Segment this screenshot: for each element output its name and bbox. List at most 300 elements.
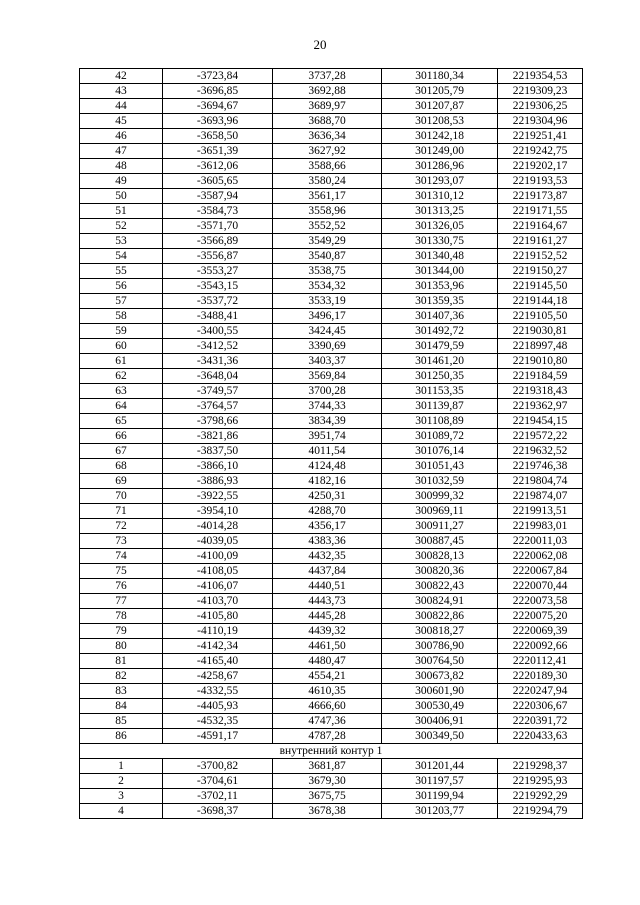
y-coordinate-cell: 2219983,01	[498, 519, 583, 534]
x-coordinate-cell: 301208,53	[382, 114, 498, 129]
y-offset-cell: 4666,60	[273, 699, 382, 714]
y-coordinate-cell: 2219202,17	[498, 159, 583, 174]
y-offset-cell: 3636,34	[273, 129, 382, 144]
y-offset-cell: 3538,75	[273, 264, 382, 279]
y-offset-cell: 4554,21	[273, 669, 382, 684]
point-number-cell: 72	[80, 519, 163, 534]
table-row	[80, 489, 583, 504]
y-coordinate-cell: 2220069,39	[498, 624, 583, 639]
x-coordinate-cell: 301344,00	[382, 264, 498, 279]
table-row	[80, 249, 583, 264]
x-coordinate-cell: 301461,20	[382, 354, 498, 369]
y-offset-cell: 4383,36	[273, 534, 382, 549]
x-coordinate-cell: 301032,59	[382, 474, 498, 489]
table-row	[80, 189, 583, 204]
x-coordinate-cell: 301286,96	[382, 159, 498, 174]
y-coordinate-cell: 2219804,74	[498, 474, 583, 489]
table-row	[80, 534, 583, 549]
x-offset-cell: -3488,41	[163, 309, 273, 324]
table-row	[80, 594, 583, 609]
table-row	[80, 399, 583, 414]
point-number-cell: 77	[80, 594, 163, 609]
table-row	[80, 204, 583, 219]
section-label: внутренний контур 1	[80, 744, 583, 759]
x-offset-cell: -3431,36	[163, 354, 273, 369]
x-offset-cell: -4258,67	[163, 669, 273, 684]
x-coordinate-cell: 301201,44	[382, 759, 498, 774]
point-number-cell: 70	[80, 489, 163, 504]
y-coordinate-cell: 2219161,27	[498, 234, 583, 249]
point-number-cell: 4	[80, 804, 163, 819]
point-number-cell: 48	[80, 159, 163, 174]
table-row	[80, 654, 583, 669]
table-row	[80, 669, 583, 684]
x-offset-cell: -3587,94	[163, 189, 273, 204]
x-coordinate-cell: 300911,27	[382, 519, 498, 534]
y-offset-cell: 3580,24	[273, 174, 382, 189]
y-offset-cell: 4437,84	[273, 564, 382, 579]
x-coordinate-cell: 300406,91	[382, 714, 498, 729]
y-coordinate-cell: 2219294,79	[498, 804, 583, 819]
y-offset-cell: 4747,36	[273, 714, 382, 729]
x-offset-cell: -3693,96	[163, 114, 273, 129]
x-coordinate-cell: 301076,14	[382, 444, 498, 459]
point-number-cell: 79	[80, 624, 163, 639]
point-number-cell: 65	[80, 414, 163, 429]
x-offset-cell: -3764,57	[163, 399, 273, 414]
y-offset-cell: 3540,87	[273, 249, 382, 264]
y-coordinate-cell: 2219030,81	[498, 324, 583, 339]
section-header-body	[80, 744, 583, 759]
x-offset-cell: -4039,05	[163, 534, 273, 549]
x-offset-cell: -3922,55	[163, 489, 273, 504]
table-row	[80, 69, 583, 84]
coordinates-table	[79, 68, 583, 819]
x-offset-cell: -3412,52	[163, 339, 273, 354]
y-offset-cell: 3549,29	[273, 234, 382, 249]
x-offset-cell: -4014,28	[163, 519, 273, 534]
x-coordinate-cell: 301205,79	[382, 84, 498, 99]
y-offset-cell: 3569,84	[273, 369, 382, 384]
y-offset-cell: 3496,17	[273, 309, 382, 324]
point-number-cell: 85	[80, 714, 163, 729]
table-row	[80, 579, 583, 594]
y-coordinate-cell: 2219242,75	[498, 144, 583, 159]
y-offset-cell: 3533,19	[273, 294, 382, 309]
y-coordinate-cell: 2219152,52	[498, 249, 583, 264]
x-coordinate-cell: 300828,13	[382, 549, 498, 564]
x-coordinate-cell: 301139,87	[382, 399, 498, 414]
x-coordinate-cell: 301207,87	[382, 99, 498, 114]
y-offset-cell: 3679,30	[273, 774, 382, 789]
y-offset-cell: 3834,39	[273, 414, 382, 429]
point-number-cell: 84	[80, 699, 163, 714]
table-row	[80, 699, 583, 714]
x-coordinate-cell: 300818,27	[382, 624, 498, 639]
x-coordinate-cell: 300824,91	[382, 594, 498, 609]
x-coordinate-cell: 300999,32	[382, 489, 498, 504]
y-offset-cell: 3588,66	[273, 159, 382, 174]
y-coordinate-cell: 2220247,94	[498, 684, 583, 699]
x-coordinate-cell: 301249,00	[382, 144, 498, 159]
table-row	[80, 129, 583, 144]
x-offset-cell: -3584,73	[163, 204, 273, 219]
x-coordinate-cell: 300349,50	[382, 729, 498, 744]
x-offset-cell: -4332,55	[163, 684, 273, 699]
x-coordinate-cell: 301242,18	[382, 129, 498, 144]
x-offset-cell: -4405,93	[163, 699, 273, 714]
table-row	[80, 99, 583, 114]
x-coordinate-cell: 300820,36	[382, 564, 498, 579]
point-number-cell: 51	[80, 204, 163, 219]
y-offset-cell: 4124,48	[273, 459, 382, 474]
y-offset-cell: 3737,28	[273, 69, 382, 84]
y-coordinate-cell: 2220391,72	[498, 714, 583, 729]
table-row	[80, 609, 583, 624]
table-row	[80, 219, 583, 234]
y-coordinate-cell: 2219572,22	[498, 429, 583, 444]
point-number-cell: 69	[80, 474, 163, 489]
x-offset-cell: -3886,93	[163, 474, 273, 489]
table-row	[80, 174, 583, 189]
y-offset-cell: 4443,73	[273, 594, 382, 609]
x-coordinate-cell: 301051,43	[382, 459, 498, 474]
inner-contour-rows	[80, 759, 583, 819]
y-offset-cell: 3744,33	[273, 399, 382, 414]
x-coordinate-cell: 301250,35	[382, 369, 498, 384]
table-row	[80, 264, 583, 279]
x-offset-cell: -3704,61	[163, 774, 273, 789]
y-coordinate-cell: 2219150,27	[498, 264, 583, 279]
table-row	[80, 504, 583, 519]
y-coordinate-cell: 2219454,15	[498, 414, 583, 429]
x-offset-cell: -4532,35	[163, 714, 273, 729]
point-number-cell: 55	[80, 264, 163, 279]
y-coordinate-cell: 2219304,96	[498, 114, 583, 129]
point-number-cell: 63	[80, 384, 163, 399]
table-row	[80, 444, 583, 459]
x-offset-cell: -3837,50	[163, 444, 273, 459]
point-number-cell: 53	[80, 234, 163, 249]
x-offset-cell: -4100,09	[163, 549, 273, 564]
x-offset-cell: -3537,72	[163, 294, 273, 309]
x-offset-cell: -3866,10	[163, 459, 273, 474]
x-coordinate-cell: 300786,90	[382, 639, 498, 654]
point-number-cell: 62	[80, 369, 163, 384]
x-offset-cell: -3543,15	[163, 279, 273, 294]
y-coordinate-cell: 2220075,20	[498, 609, 583, 624]
table-row	[80, 729, 583, 744]
table-row	[80, 354, 583, 369]
point-number-cell: 57	[80, 294, 163, 309]
x-coordinate-cell: 301353,96	[382, 279, 498, 294]
point-number-cell: 46	[80, 129, 163, 144]
y-offset-cell: 3403,37	[273, 354, 382, 369]
y-offset-cell: 3951,74	[273, 429, 382, 444]
x-coordinate-cell: 301153,35	[382, 384, 498, 399]
point-number-cell: 54	[80, 249, 163, 264]
point-number-cell: 61	[80, 354, 163, 369]
y-offset-cell: 3627,92	[273, 144, 382, 159]
point-number-cell: 47	[80, 144, 163, 159]
y-coordinate-cell: 2219144,18	[498, 294, 583, 309]
x-coordinate-cell: 301197,57	[382, 774, 498, 789]
point-number-cell: 43	[80, 84, 163, 99]
x-coordinate-cell: 300969,11	[382, 504, 498, 519]
point-number-cell: 3	[80, 789, 163, 804]
outer-contour-rows	[80, 69, 583, 744]
y-offset-cell: 4432,35	[273, 549, 382, 564]
point-number-cell: 59	[80, 324, 163, 339]
x-offset-cell: -3612,06	[163, 159, 273, 174]
y-coordinate-cell: 2220433,63	[498, 729, 583, 744]
y-coordinate-cell: 2220062,08	[498, 549, 583, 564]
x-coordinate-cell: 301340,48	[382, 249, 498, 264]
y-coordinate-cell: 2219298,37	[498, 759, 583, 774]
point-number-cell: 44	[80, 99, 163, 114]
table-row	[80, 459, 583, 474]
x-offset-cell: -4106,07	[163, 579, 273, 594]
x-coordinate-cell: 300822,86	[382, 609, 498, 624]
point-number-cell: 42	[80, 69, 163, 84]
y-coordinate-cell: 2219309,23	[498, 84, 583, 99]
point-number-cell: 86	[80, 729, 163, 744]
x-offset-cell: -3571,70	[163, 219, 273, 234]
y-coordinate-cell: 2219746,38	[498, 459, 583, 474]
x-coordinate-cell: 301326,05	[382, 219, 498, 234]
y-coordinate-cell: 2219173,87	[498, 189, 583, 204]
point-number-cell: 2	[80, 774, 163, 789]
point-number-cell: 64	[80, 399, 163, 414]
x-offset-cell: -4103,70	[163, 594, 273, 609]
y-offset-cell: 3689,97	[273, 99, 382, 114]
table-row	[80, 159, 583, 174]
x-coordinate-cell: 301310,12	[382, 189, 498, 204]
x-offset-cell: -3553,27	[163, 264, 273, 279]
y-offset-cell: 3675,75	[273, 789, 382, 804]
y-offset-cell: 3552,52	[273, 219, 382, 234]
point-number-cell: 83	[80, 684, 163, 699]
point-number-cell: 1	[80, 759, 163, 774]
y-offset-cell: 3424,45	[273, 324, 382, 339]
table-row	[80, 279, 583, 294]
table-row	[80, 324, 583, 339]
point-number-cell: 56	[80, 279, 163, 294]
table-row	[80, 774, 583, 789]
x-offset-cell: -4165,40	[163, 654, 273, 669]
y-offset-cell: 3688,70	[273, 114, 382, 129]
table-row	[80, 429, 583, 444]
table-row	[80, 804, 583, 819]
x-offset-cell: -3798,66	[163, 414, 273, 429]
point-number-cell: 52	[80, 219, 163, 234]
x-offset-cell: -3723,84	[163, 69, 273, 84]
y-coordinate-cell: 2220112,41	[498, 654, 583, 669]
x-offset-cell: -4108,05	[163, 564, 273, 579]
y-coordinate-cell: 2219306,25	[498, 99, 583, 114]
y-coordinate-cell: 2220073,58	[498, 594, 583, 609]
y-offset-cell: 4610,35	[273, 684, 382, 699]
x-coordinate-cell: 301407,36	[382, 309, 498, 324]
table-row	[80, 384, 583, 399]
y-offset-cell: 3390,69	[273, 339, 382, 354]
x-offset-cell: -3694,67	[163, 99, 273, 114]
table-row	[80, 114, 583, 129]
table-row	[80, 519, 583, 534]
x-offset-cell: -3821,86	[163, 429, 273, 444]
y-offset-cell: 4445,28	[273, 609, 382, 624]
y-coordinate-cell: 2220092,66	[498, 639, 583, 654]
x-coordinate-cell: 301203,77	[382, 804, 498, 819]
point-number-cell: 50	[80, 189, 163, 204]
y-coordinate-cell: 2220070,44	[498, 579, 583, 594]
x-offset-cell: -3651,39	[163, 144, 273, 159]
y-coordinate-cell: 2219105,50	[498, 309, 583, 324]
y-offset-cell: 4480,47	[273, 654, 382, 669]
x-offset-cell: -3749,57	[163, 384, 273, 399]
x-offset-cell: -3556,87	[163, 249, 273, 264]
y-offset-cell: 4288,70	[273, 504, 382, 519]
y-coordinate-cell: 2219171,55	[498, 204, 583, 219]
y-coordinate-cell: 2219874,07	[498, 489, 583, 504]
y-offset-cell: 3558,96	[273, 204, 382, 219]
x-offset-cell: -3605,65	[163, 174, 273, 189]
x-coordinate-cell: 300887,45	[382, 534, 498, 549]
y-coordinate-cell: 2220189,30	[498, 669, 583, 684]
point-number-cell: 66	[80, 429, 163, 444]
y-coordinate-cell: 2218997,48	[498, 339, 583, 354]
x-offset-cell: -3698,37	[163, 804, 273, 819]
y-offset-cell: 4182,16	[273, 474, 382, 489]
table-row	[80, 234, 583, 249]
x-coordinate-cell: 301359,35	[382, 294, 498, 309]
x-coordinate-cell: 300601,90	[382, 684, 498, 699]
table-row	[80, 474, 583, 489]
x-offset-cell: -4110,19	[163, 624, 273, 639]
y-offset-cell: 4439,32	[273, 624, 382, 639]
x-offset-cell: -3700,82	[163, 759, 273, 774]
table-row	[80, 144, 583, 159]
x-offset-cell: -4591,17	[163, 729, 273, 744]
x-offset-cell: -3702,11	[163, 789, 273, 804]
y-offset-cell: 4440,51	[273, 579, 382, 594]
y-offset-cell: 3700,28	[273, 384, 382, 399]
x-offset-cell: -3658,50	[163, 129, 273, 144]
y-coordinate-cell: 2219362,97	[498, 399, 583, 414]
table-row	[80, 639, 583, 654]
point-number-cell: 73	[80, 534, 163, 549]
point-number-cell: 45	[80, 114, 163, 129]
point-number-cell: 49	[80, 174, 163, 189]
y-offset-cell: 4787,28	[273, 729, 382, 744]
x-offset-cell: -3400,55	[163, 324, 273, 339]
y-coordinate-cell: 2219193,53	[498, 174, 583, 189]
point-number-cell: 75	[80, 564, 163, 579]
table-row	[80, 369, 583, 384]
x-coordinate-cell: 301180,34	[382, 69, 498, 84]
table-row	[80, 624, 583, 639]
table-row	[80, 84, 583, 99]
point-number-cell: 81	[80, 654, 163, 669]
x-coordinate-cell: 300673,82	[382, 669, 498, 684]
y-coordinate-cell: 2220067,84	[498, 564, 583, 579]
y-offset-cell: 4011,54	[273, 444, 382, 459]
y-coordinate-cell: 2219010,80	[498, 354, 583, 369]
table-row	[80, 684, 583, 699]
y-coordinate-cell: 2219164,67	[498, 219, 583, 234]
y-coordinate-cell: 2219354,53	[498, 69, 583, 84]
point-number-cell: 60	[80, 339, 163, 354]
x-coordinate-cell: 301108,89	[382, 414, 498, 429]
table-row	[80, 414, 583, 429]
x-offset-cell: -3566,89	[163, 234, 273, 249]
point-number-cell: 80	[80, 639, 163, 654]
x-offset-cell: -4105,80	[163, 609, 273, 624]
y-coordinate-cell: 2219251,41	[498, 129, 583, 144]
x-coordinate-cell: 301492,72	[382, 324, 498, 339]
x-coordinate-cell: 300822,43	[382, 579, 498, 594]
x-offset-cell: -3648,04	[163, 369, 273, 384]
page-number: 20	[313, 37, 327, 52]
y-offset-cell: 3681,87	[273, 759, 382, 774]
y-coordinate-cell: 2219184,59	[498, 369, 583, 384]
point-number-cell: 74	[80, 549, 163, 564]
x-coordinate-cell: 301089,72	[382, 429, 498, 444]
x-coordinate-cell: 301313,25	[382, 204, 498, 219]
x-coordinate-cell: 301330,75	[382, 234, 498, 249]
point-number-cell: 76	[80, 579, 163, 594]
y-coordinate-cell: 2219632,52	[498, 444, 583, 459]
x-coordinate-cell: 301293,07	[382, 174, 498, 189]
y-coordinate-cell: 2219295,93	[498, 774, 583, 789]
y-coordinate-cell: 2220306,67	[498, 699, 583, 714]
y-coordinate-cell: 2219913,51	[498, 504, 583, 519]
point-number-cell: 82	[80, 669, 163, 684]
table-row	[80, 549, 583, 564]
point-number-cell: 68	[80, 459, 163, 474]
table-row	[80, 294, 583, 309]
table-row	[80, 309, 583, 324]
point-number-cell: 78	[80, 609, 163, 624]
table-row	[80, 564, 583, 579]
table-row	[80, 759, 583, 774]
x-coordinate-cell: 300764,50	[382, 654, 498, 669]
table-row	[80, 714, 583, 729]
table-row	[80, 339, 583, 354]
y-offset-cell: 4461,50	[273, 639, 382, 654]
x-offset-cell: -3954,10	[163, 504, 273, 519]
y-offset-cell: 4250,31	[273, 489, 382, 504]
x-coordinate-cell: 301479,59	[382, 339, 498, 354]
y-offset-cell: 3534,32	[273, 279, 382, 294]
y-offset-cell: 3561,17	[273, 189, 382, 204]
point-number-cell: 71	[80, 504, 163, 519]
table-row	[80, 789, 583, 804]
point-number-cell: 58	[80, 309, 163, 324]
y-offset-cell: 3692,88	[273, 84, 382, 99]
y-coordinate-cell: 2219145,50	[498, 279, 583, 294]
y-offset-cell: 3678,38	[273, 804, 382, 819]
point-number-cell: 67	[80, 444, 163, 459]
section-header-row	[80, 744, 583, 759]
y-coordinate-cell: 2219292,29	[498, 789, 583, 804]
x-offset-cell: -4142,34	[163, 639, 273, 654]
x-offset-cell: -3696,85	[163, 84, 273, 99]
x-coordinate-cell: 300530,49	[382, 699, 498, 714]
y-coordinate-cell: 2220011,03	[498, 534, 583, 549]
x-coordinate-cell: 301199,94	[382, 789, 498, 804]
y-coordinate-cell: 2219318,43	[498, 384, 583, 399]
